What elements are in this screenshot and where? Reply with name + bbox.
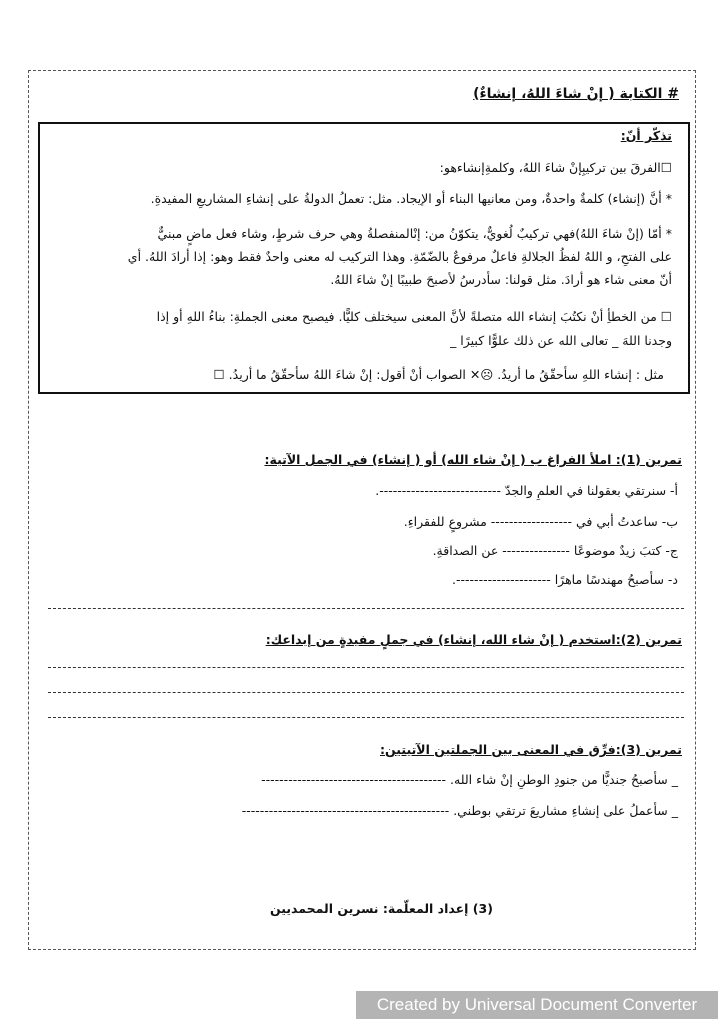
- exercise-2-title: تمرين (2):استخدم ( إنْ شاء الله، إنشاء) في جملٍ مفيدةٍ من إبداعك:: [265, 632, 682, 647]
- exercise-3-item-2: _ سأعملُ على إنشاءِ مشاريعَ ترتقي بوطني. ----------------------------------------------: [241, 803, 678, 818]
- exercise-1-title: تمرين (1): املأ الفراغ ب ( إنْ شاء الله) أو ( إنشاء) في الجمل الآتية:: [264, 452, 682, 467]
- remember-line-7: وجدنا اللهَ _ تعالى الله عن ذلك علوًّا كبيرًا _: [450, 333, 672, 348]
- remember-heading: تذكّر أنّ:: [620, 128, 672, 143]
- remember-line-2: * أنَّ (إنشاء) كلمةٌ واحدةٌ، ومن معانيها البناء أو الإيجاد. مثل: تعملُ الدولةُ على إنشاءِ المشاريعِ المفيدةِ.: [150, 191, 672, 206]
- exercise-3-title: تمرين (3):فرِّق في المعنى بين الجملتين الآتيتين:: [380, 742, 682, 757]
- teacher-credit: (3) إعداد المعلّمة: نسرين المحمديين: [270, 901, 493, 916]
- remember-line-1: ☐الفرقَ بين تركيبِإنْ شاءَ اللهُ، وكلمةِإنشاءهو:: [439, 160, 672, 175]
- answer-line: [48, 692, 684, 693]
- converter-watermark: Created by Universal Document Converter: [356, 991, 718, 1019]
- exercise-1-item-c: ج- كتبَ زيدٌ موضوعًا --------------- عن الصداقةِ.: [432, 543, 678, 558]
- exercise-1-item-d: د- سأصبحُ مهندسًا ماهرًا ---------------------.: [452, 572, 678, 587]
- remember-line-3: * أمّا (إنْ شاءَ اللهُ)فهي تركيبٌ لُغويٌّ، يتكوّنُ من: إنْالمنفصلةُ وهي حرف شرطٍ، وشاء فعل ماضٍ مبنيٌّ: [157, 226, 672, 241]
- exercise-1-item-a: أ- سنرتقي بعقولنا في العلمِ والجدّ ---------------------------.: [375, 483, 678, 498]
- answer-line: [48, 667, 684, 668]
- answer-line: [48, 608, 684, 609]
- remember-example: مثل : إنشاء اللهِ سأحقّقُ ما أريدُ. ☹✕ الصواب أنْ أقول: إنْ شاءَ اللهُ سأحقّقُ ما أريدُ. ☐: [213, 367, 664, 382]
- remember-line-6: ☐ من الخطأِ أنْ نكتُبَ إنشاء الله متصلةً لأنَّ المعنى سيختلف كليًّا. فيصبح معنى الجملةِ: بناءُ اللهِ أو إذا: [156, 309, 672, 324]
- answer-line: [48, 717, 684, 718]
- exercise-1-item-b: ب- ساعدتُ أبي في ------------------ مشروعٍ للفقراءِ.: [403, 514, 678, 529]
- remember-line-5: أنّ معنى شاء هو أرادَ. مثل قولنا: سأدرسُ لأصبحَ طبيبًا إنْ شاءَ اللهُ.: [330, 272, 672, 287]
- remember-line-4: على الفتحِ، و اللهُ لفظُ الجلالةِ فاعلٌ مرفوعٌ بالضّمّةِ. وهذا التركيب له معنى واحدٌ فقط وهو: إذا أرادَ اللهُ. أي: [127, 249, 672, 264]
- page-title: # الكتابة ( إنْ شاءَ اللهُ، إنشاءٌ): [473, 86, 679, 102]
- exercise-3-item-1: _ سأصبحُ جنديًّا من جنودِ الوطنِ إنْ شاء الله. -----------------------------------------: [261, 772, 678, 787]
